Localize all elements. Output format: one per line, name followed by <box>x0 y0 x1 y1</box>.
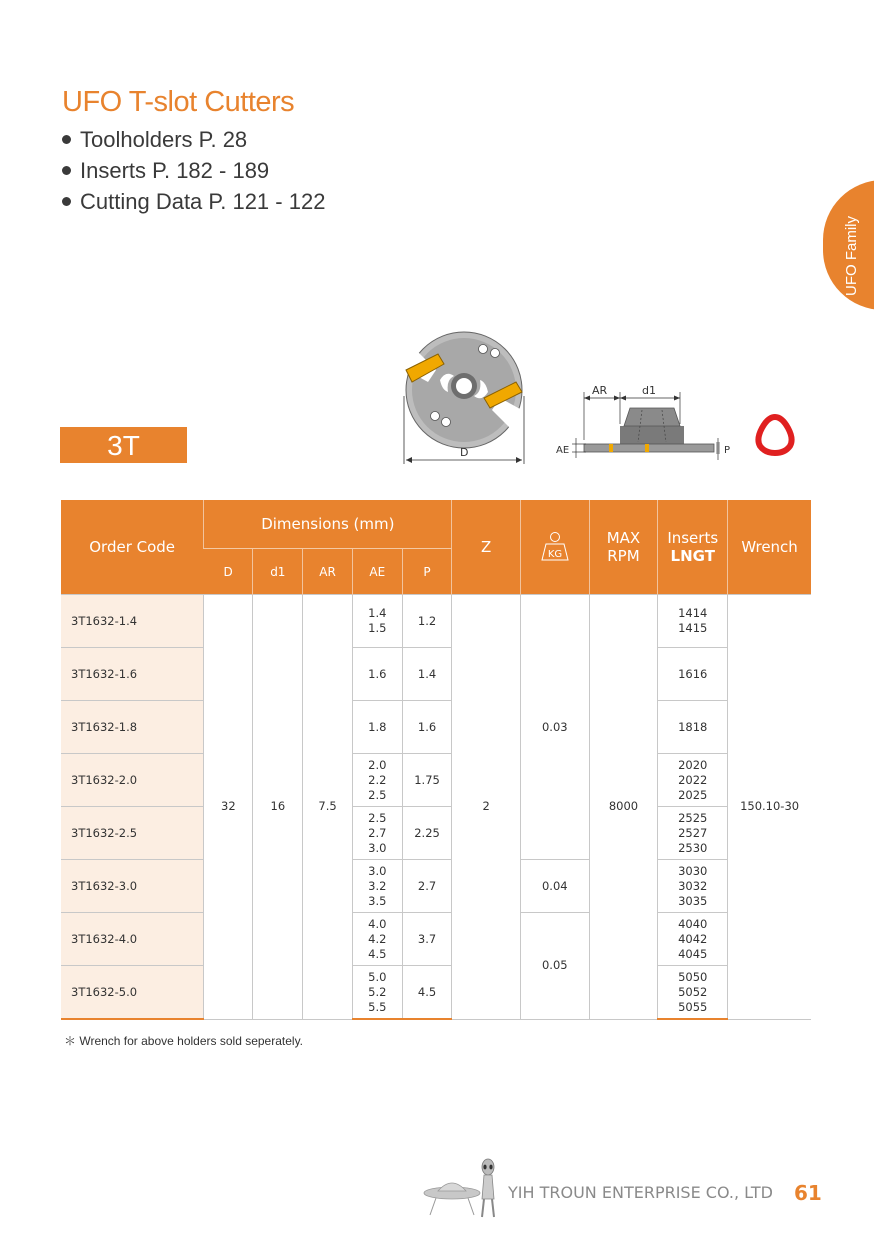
order-code-cell: 3T1632-1.6 <box>61 648 204 701</box>
inserts-cell: 2020 2022 2025 <box>658 754 728 807</box>
company-name: YIH TROUN ENTERPRISE CO., LTD <box>508 1183 773 1202</box>
reference-inserts: Inserts P. 182 - 189 <box>62 155 325 186</box>
header-order-code: Order Code <box>61 500 204 595</box>
footnote: ＊ Wrench for above holders sold seperately. <box>64 1034 304 1048</box>
reference-cutting-data: Cutting Data P. 121 - 122 <box>62 186 325 217</box>
weight-cell: 0.03 <box>520 595 589 860</box>
order-code-cell: 3T1632-2.0 <box>61 754 204 807</box>
ae-cell: 2.0 2.2 2.5 <box>352 754 402 807</box>
header-dim-ae: AE <box>352 549 402 595</box>
p-cell: 1.2 <box>402 595 452 648</box>
header-weight <box>520 500 589 595</box>
p-cell: 2.25 <box>402 807 452 860</box>
inserts-cell: 4040 4042 4045 <box>658 913 728 966</box>
table-row <box>61 648 811 701</box>
p-cell: 1.75 <box>402 754 452 807</box>
header-dim-p: P <box>402 549 452 595</box>
header-max-rpm: MAX RPM <box>589 500 658 595</box>
order-code-cell: 3T1632-1.8 <box>61 701 204 754</box>
header-dim-ar: AR <box>303 549 353 595</box>
p-cell: 1.6 <box>402 701 452 754</box>
table-row <box>61 595 811 648</box>
ufo-logo-icon <box>422 1155 504 1221</box>
order-code-cell: 3T1632-5.0 <box>61 966 204 1020</box>
inserts-cell: 5050 5052 5055 <box>658 966 728 1020</box>
section-tab-label: UFO Family <box>843 216 860 296</box>
table-row <box>61 701 811 754</box>
ae-cell: 1.6 <box>352 648 402 701</box>
d1-cell: 16 <box>253 595 303 1020</box>
order-code-cell: 3T1632-4.0 <box>61 913 204 966</box>
header-dimensions: Dimensions (mm) <box>204 500 452 549</box>
weight-icon <box>540 530 570 564</box>
wrench-cell: 150.10-30 <box>728 595 811 1020</box>
bullet-icon <box>62 197 71 206</box>
order-code-cell: 3T1632-3.0 <box>61 860 204 913</box>
d-cell: 32 <box>204 595 253 1020</box>
bullet-icon <box>62 135 71 144</box>
order-code-cell: 3T1632-2.5 <box>61 807 204 860</box>
inserts-cell: 3030 3032 3035 <box>658 860 728 913</box>
ae-cell: 5.0 5.2 5.5 <box>352 966 402 1020</box>
ar-cell: 7.5 <box>303 595 353 1020</box>
table-row <box>61 754 811 807</box>
section-tab <box>823 180 874 310</box>
header-inserts: Inserts LNGT <box>658 500 728 595</box>
inserts-cell: 1818 <box>658 701 728 754</box>
bullet-icon <box>62 166 71 175</box>
ae-cell: 4.0 4.2 4.5 <box>352 913 402 966</box>
header-wrench: Wrench <box>728 500 811 595</box>
dimension-label-ae: AE <box>556 445 570 456</box>
reference-list <box>62 124 325 217</box>
table-row <box>61 913 811 966</box>
table-row <box>61 966 811 1020</box>
dimension-label-ar: AR <box>592 384 608 397</box>
ae-cell: 3.0 3.2 3.5 <box>352 860 402 913</box>
dimension-label-p: P <box>724 445 731 456</box>
spec-table <box>61 500 811 1020</box>
order-code-cell: 3T1632-1.4 <box>61 595 204 648</box>
inserts-cell: 2525 2527 2530 <box>658 807 728 860</box>
header-dim-d1: d1 <box>253 549 303 595</box>
dimension-label-d: D <box>460 446 469 459</box>
page-title: UFO T-slot Cutters <box>62 86 295 118</box>
inserts-cell: 1616 <box>658 648 728 701</box>
weight-cell: 0.05 <box>520 913 589 1020</box>
weight-cell: 0.04 <box>520 860 589 913</box>
dimension-label-d1: d1 <box>642 384 656 397</box>
ae-cell: 1.8 <box>352 701 402 754</box>
ae-cell: 1.4 1.5 <box>352 595 402 648</box>
inserts-cell: 1414 1415 <box>658 595 728 648</box>
table-row <box>61 860 811 913</box>
ae-cell: 2.5 2.7 3.0 <box>352 807 402 860</box>
triangle-insert-icon <box>752 412 798 458</box>
p-cell: 4.5 <box>402 966 452 1020</box>
cutter-side-view-illustration <box>552 380 742 464</box>
max-rpm-cell: 8000 <box>589 595 658 1020</box>
series-badge: 3T <box>60 427 187 463</box>
table-row <box>61 807 811 860</box>
p-cell: 3.7 <box>402 913 452 966</box>
p-cell: 1.4 <box>402 648 452 701</box>
reference-toolholders: Toolholders P. 28 <box>62 124 325 155</box>
p-cell: 2.7 <box>402 860 452 913</box>
header-z: Z <box>452 500 521 595</box>
z-cell: 2 <box>452 595 521 1020</box>
header-dim-d: D <box>204 549 253 595</box>
page-number: 61 <box>794 1181 822 1205</box>
cutter-top-view-illustration <box>398 330 530 468</box>
weight-unit-label: KG <box>547 549 562 560</box>
